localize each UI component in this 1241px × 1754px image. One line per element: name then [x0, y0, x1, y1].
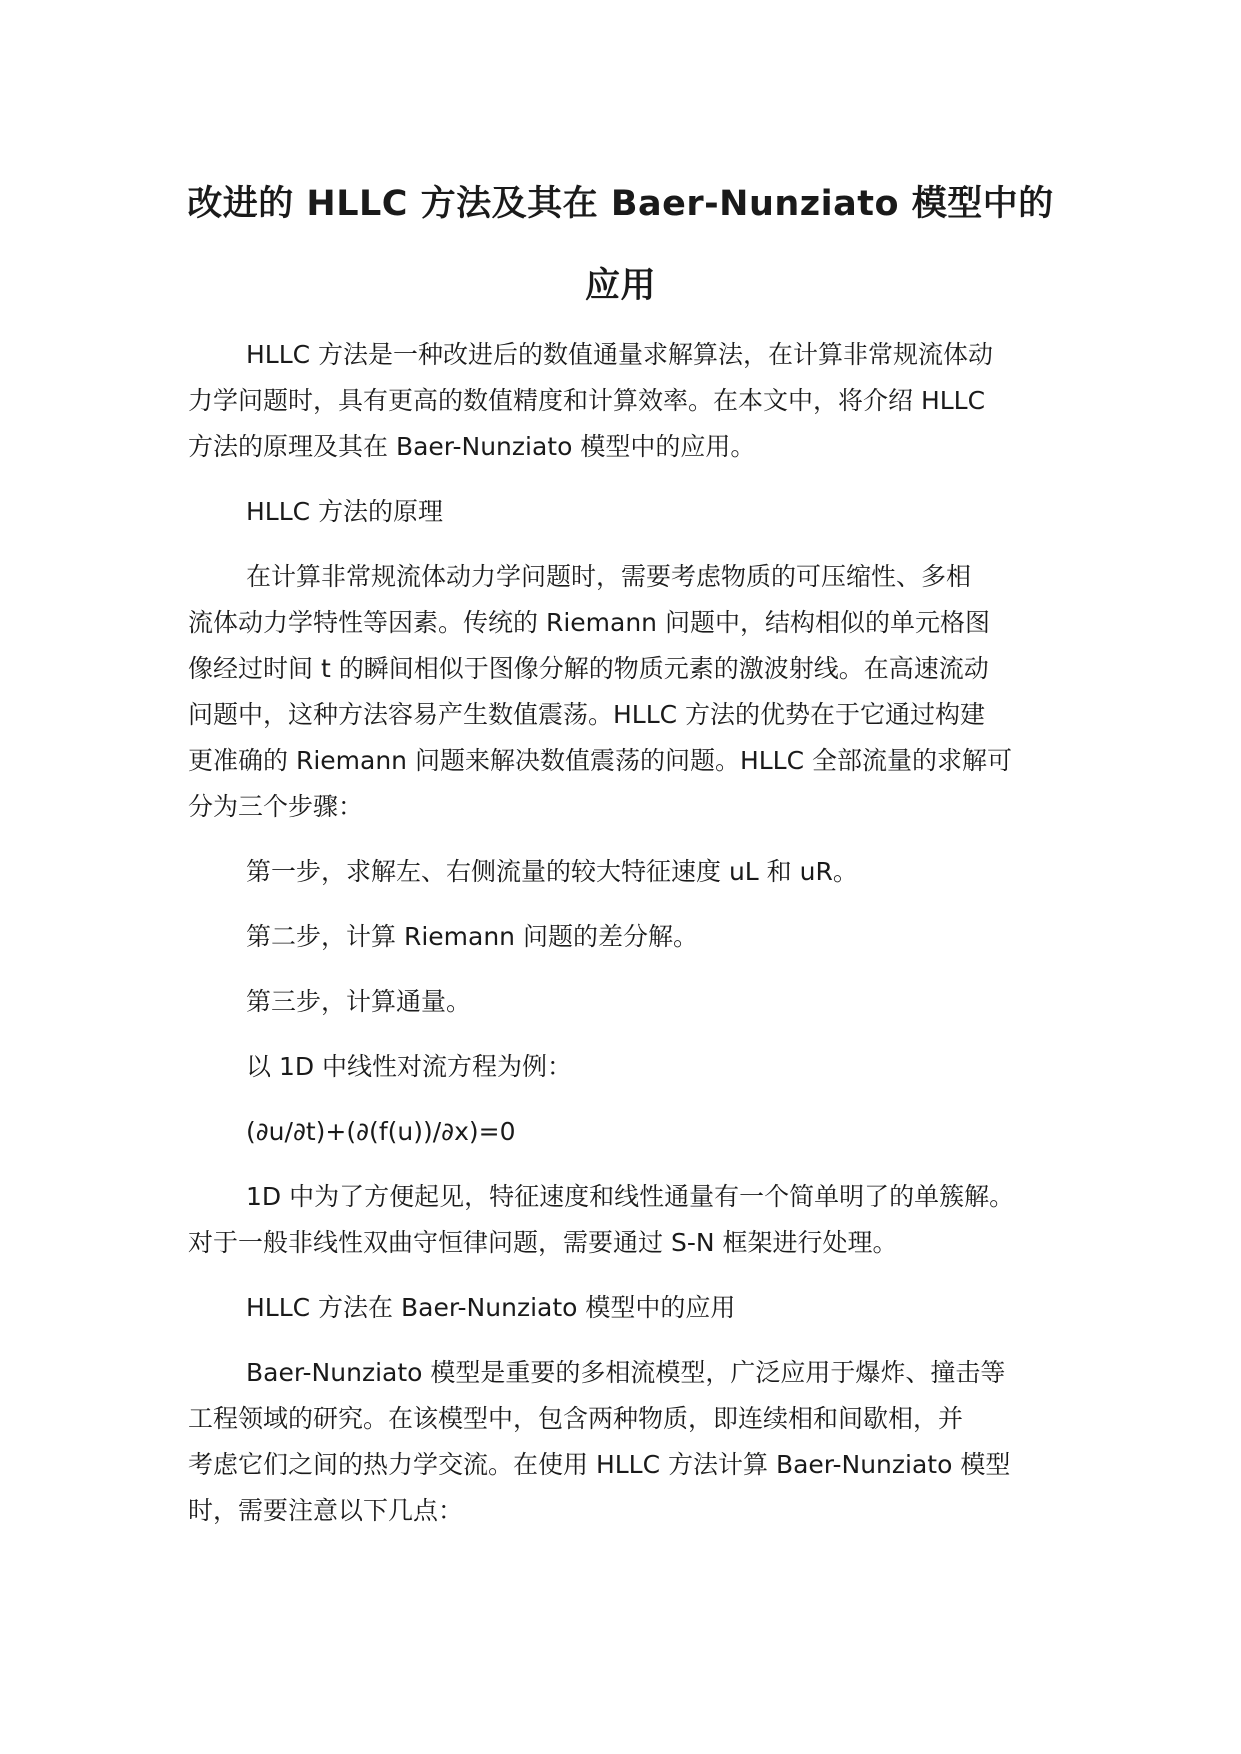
paragraph-line: 在计算非常规流体动力学问题时，需要考虑物质的可压缩性、多相: [246, 562, 972, 591]
document-title-line-2: 应用: [584, 266, 656, 306]
section-heading: HLLC 方法的原理: [246, 497, 444, 526]
paragraph-line: 以 1D 中线性对流方程为例：: [246, 1052, 573, 1081]
paragraph-line: 第二步，计算 Riemann 问题的差分解。: [246, 922, 698, 951]
step-three: [188, 979, 1068, 1025]
paragraph-line: HLLC 方法是一种改进后的数值通量求解算法，在计算非常规流体动: [246, 340, 994, 369]
section-heading-principle: [188, 489, 1068, 535]
document-title-line-1: 改进的 HLLC 方法及其在 Baer-Nunziato 模型中的: [187, 184, 1054, 224]
equation-line: (∂u/∂t)+(∂(f(u))/∂x)=0: [246, 1117, 516, 1146]
paragraph-line: 分为三个步骤：: [188, 792, 364, 821]
intro-paragraph: [188, 332, 1068, 470]
application-paragraph: [188, 1350, 1068, 1534]
paragraph-line: 考虑它们之间的热力学交流。在使用 HLLC 方法计算 Baer-Nunziato 模型: [188, 1450, 1011, 1479]
paragraph-line: 流体动力学特性等因素。传统的 Riemann 问题中，结构相似的单元格图: [188, 608, 990, 637]
solution-paragraph: [188, 1174, 1068, 1266]
step-one: [188, 849, 1068, 895]
paragraph-line: 问题中，这种方法容易产生数值震荡。HLLC 方法的优势在于它通过构建: [188, 700, 986, 729]
section-heading: HLLC 方法在 Baer-Nunziato 模型中的应用: [246, 1293, 736, 1322]
paragraph-line: 1D 中为了方便起见，特征速度和线性通量有一个简单明了的单簇解。: [246, 1182, 1015, 1211]
paragraph-line: 更准确的 Riemann 问题来解决数值震荡的问题。HLLC 全部流量的求解可: [188, 746, 1013, 775]
principle-paragraph: [188, 554, 1068, 830]
paragraph-line: 像经过时间 t 的瞬间相似于图像分解的物质元素的激波射线。在高速流动: [188, 654, 989, 683]
paragraph-line: 工程领域的研究。在该模型中，包含两种物质，即连续相和间歇相，并: [188, 1404, 964, 1433]
section-heading-application: [188, 1285, 1068, 1331]
equation: [188, 1109, 1068, 1155]
paragraph-line: 对于一般非线性双曲守恒律问题，需要通过 S-N 框架进行处理。: [188, 1228, 898, 1257]
example-intro: [188, 1044, 1068, 1090]
paragraph-line: 力学问题时，具有更高的数值精度和计算效率。在本文中，将介绍 HLLC: [188, 386, 986, 415]
paragraph-line: 第三步，计算通量。: [246, 987, 472, 1016]
paragraph-line: 方法的原理及其在 Baer-Nunziato 模型中的应用。: [188, 432, 756, 461]
document-body: [188, 332, 1068, 1553]
paragraph-line: Baer-Nunziato 模型是重要的多相流模型，广泛应用于爆炸、撞击等: [246, 1358, 1006, 1387]
paragraph-line: 时，需要注意以下几点：: [188, 1496, 464, 1525]
step-two: [188, 914, 1068, 960]
paragraph-line: 第一步，求解左、右侧流量的较大特征速度 uL 和 uR。: [246, 857, 858, 886]
